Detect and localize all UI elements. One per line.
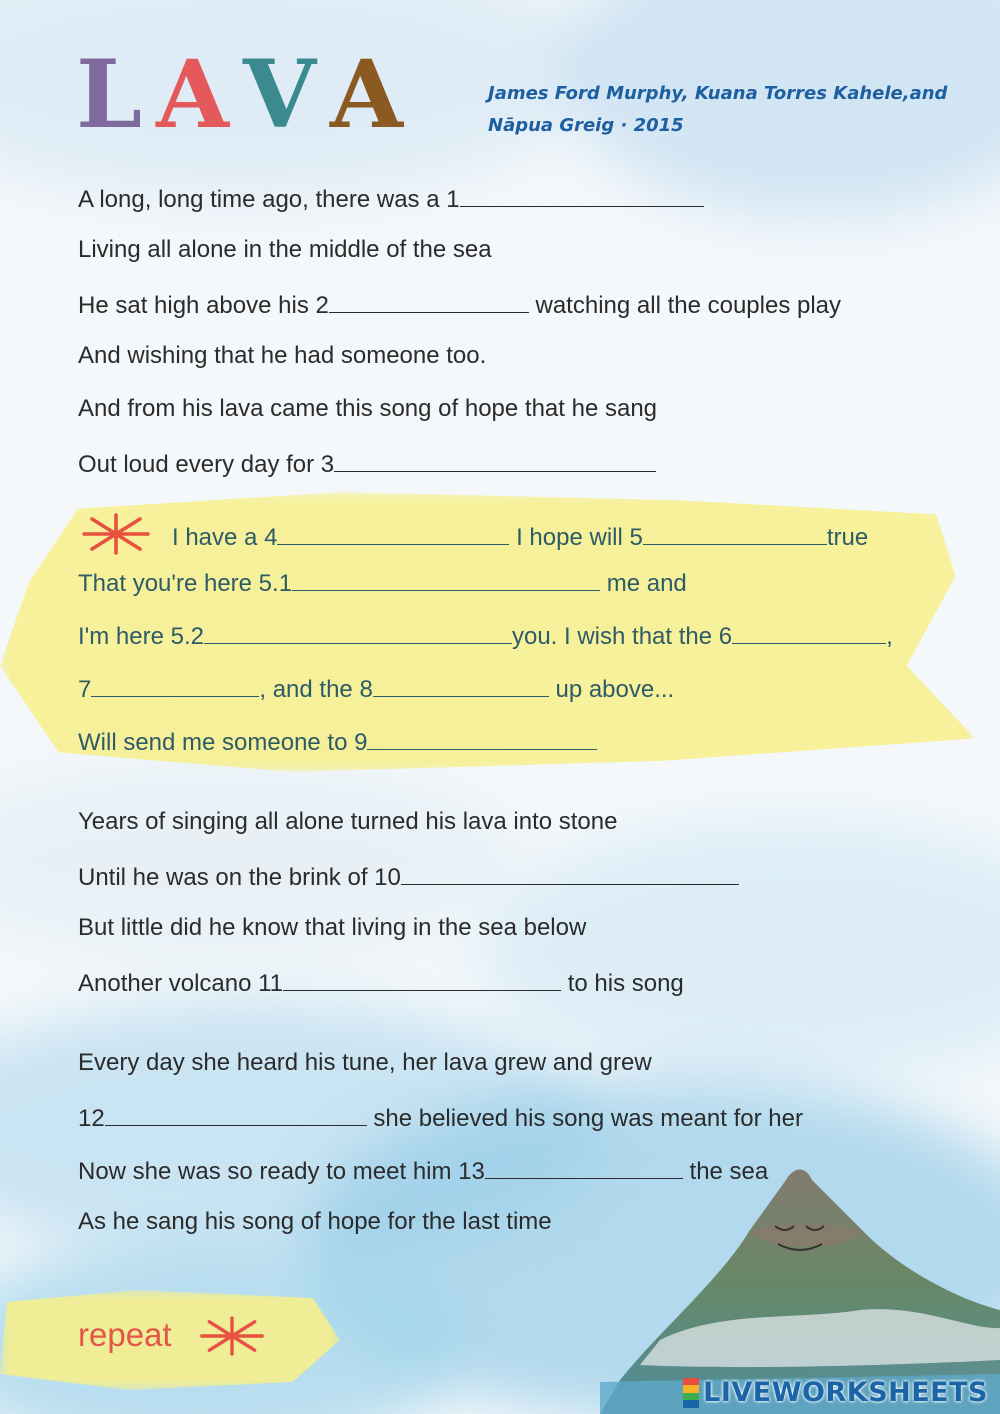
song-credit <box>488 78 978 142</box>
blank-5[interactable] <box>643 520 827 545</box>
lyric-line: Until he was on the brink of 10 <box>78 860 739 893</box>
lyric-line: Now she was so ready to meet him 13 the sea <box>78 1154 768 1187</box>
blank-10[interactable] <box>401 860 739 885</box>
lyric-line: Every day she heard his tune, her lava grew and grew <box>78 1049 652 1076</box>
lyric-line: As he sang his song of hope for the last time <box>78 1208 552 1235</box>
lyric-line: Out loud every day for 3 <box>78 447 656 480</box>
chorus-line: I have a 4 I hope will 5 true <box>172 520 868 553</box>
blank-11[interactable] <box>283 966 561 991</box>
title-letter-v: V <box>243 40 330 150</box>
lyric-line: Years of singing all alone turned his lava into stone <box>78 808 618 835</box>
blank-8[interactable] <box>373 672 549 697</box>
title-letter-a: A <box>156 40 244 150</box>
credit-line-1: James Ford Murphy, Kuana Torres Kahele,and <box>488 83 948 104</box>
blank-12[interactable] <box>105 1101 367 1126</box>
chorus-line: That you're here 5.1 me and <box>78 566 687 599</box>
title-letter-l: L <box>76 40 157 150</box>
blank-2[interactable] <box>329 288 529 313</box>
liveworksheets-logo-icon <box>683 1378 699 1408</box>
blank-7[interactable] <box>91 672 259 697</box>
blank-3[interactable] <box>334 447 656 472</box>
repeat-label: repeat <box>78 1316 172 1353</box>
volcano-icon <box>600 1160 1000 1414</box>
watermark-text: LIVEWORKSHEETS <box>703 1377 988 1408</box>
page-title <box>76 40 417 150</box>
lyric-line: But little did he know that living in the sea below <box>78 914 587 941</box>
blank-5-2[interactable] <box>204 619 512 644</box>
lyric-line: And from his lava came this song of hope that he sang <box>78 395 658 422</box>
lyric-line: A long, long time ago, there was a 1 <box>78 182 704 215</box>
liveworksheets-watermark <box>683 1377 988 1408</box>
lyric-line: 12 she believed his song was meant for her <box>78 1101 803 1134</box>
chorus-line: I'm here 5.2 you. I wish that the 6 , <box>78 619 893 652</box>
title-letter-a2: A <box>329 40 417 150</box>
star-icon <box>80 512 152 556</box>
credit-line-2: Nāpua Greig · 2015 <box>488 115 684 136</box>
chorus-line: 7 , and the 8 up above... <box>78 672 674 705</box>
star-icon <box>198 1314 266 1358</box>
chorus-line: Will send me someone to 9 <box>78 725 597 758</box>
lyric-line: He sat high above his 2 watching all the couples play <box>78 288 841 321</box>
blank-9[interactable] <box>367 725 597 750</box>
lyric-line: And wishing that he had someone too. <box>78 342 487 369</box>
blank-1[interactable] <box>460 182 704 207</box>
lyric-line: Another volcano 11 to his song <box>78 966 684 999</box>
blank-4[interactable] <box>277 520 509 545</box>
lyric-line: Living all alone in the middle of the sea <box>78 236 492 263</box>
blank-5-1[interactable] <box>292 566 600 591</box>
blank-6[interactable] <box>732 619 886 644</box>
